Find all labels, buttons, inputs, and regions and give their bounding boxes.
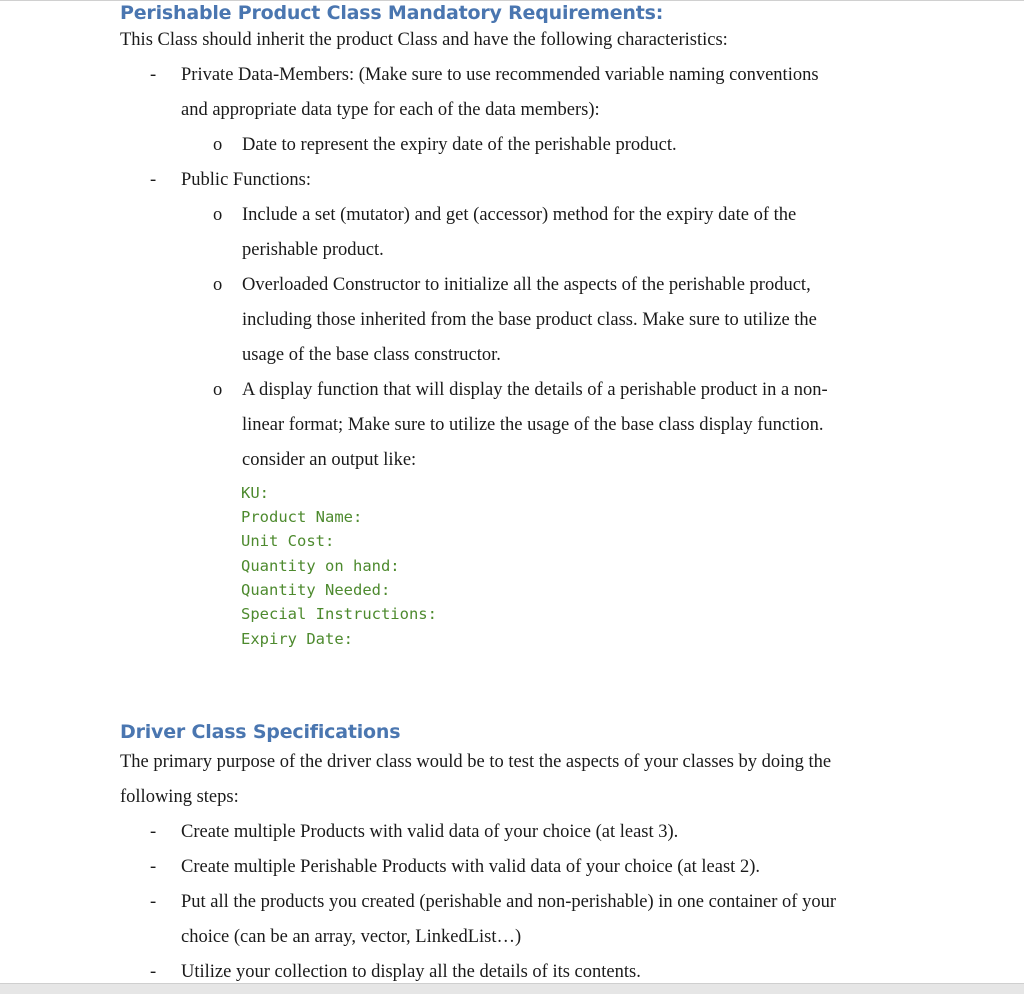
- public-item-constructor-cont2: usage of the base class constructor.: [242, 345, 501, 365]
- public-item-setget-cont: perishable product.: [242, 240, 384, 260]
- private-members-label-cont: and appropriate data type for each of the data members):: [181, 100, 600, 120]
- public-item-constructor: Overloaded Constructor to initialize all the aspects of the perishable product,: [242, 275, 811, 295]
- sample-output-line: KU:: [241, 484, 269, 502]
- driver-step: Utilize your collection to display all the details of its contents.: [181, 962, 641, 982]
- sample-output-line: Quantity on hand:: [241, 557, 400, 575]
- bullet-dash: -: [150, 962, 157, 982]
- public-item-setget: Include a set (mutator) and get (accessor) method for the expiry date of the: [242, 205, 797, 225]
- driver-step-cont: choice (can be an array, vector, LinkedList…): [181, 927, 522, 947]
- perishable-heading: Perishable Product Class Mandatory Requirements:: [120, 2, 664, 24]
- driver-step: Put all the products you created (perishable and non-perishable) in one container of your: [181, 892, 836, 912]
- driver-intro: The primary purpose of the driver class would be to test the aspects of your classes by doing the: [120, 752, 832, 772]
- bullet-circle: o: [213, 205, 223, 225]
- bullet-dash: -: [150, 892, 157, 912]
- bullet-dash: -: [150, 65, 157, 85]
- bullet-dash: -: [150, 170, 157, 190]
- sample-output-line: Quantity Needed:: [241, 581, 391, 599]
- public-item-display-cont: linear format; Make sure to utilize the usage of the base class display function.: [242, 415, 824, 435]
- private-item-expiry: Date to represent the expiry date of the perishable product.: [242, 135, 677, 155]
- driver-step: Create multiple Perishable Products with valid data of your choice (at least 2).: [181, 857, 760, 877]
- top-divider: [0, 0, 1024, 1]
- public-item-display: A display function that will display the details of a perishable product in a non-: [242, 380, 828, 400]
- driver-step: Create multiple Products with valid data of your choice (at least 3).: [181, 822, 679, 842]
- sample-output-line: Special Instructions:: [241, 605, 437, 623]
- bullet-dash: -: [150, 822, 157, 842]
- sample-output-line: Product Name:: [241, 508, 363, 526]
- driver-heading: Driver Class Specifications: [120, 721, 401, 743]
- bullet-circle: o: [213, 135, 223, 155]
- sample-output-line: Unit Cost:: [241, 532, 335, 550]
- bottom-scroll-edge: [0, 983, 1024, 994]
- perishable-intro: This Class should inherit the product Class and have the following characteristics:: [120, 30, 728, 50]
- bullet-dash: -: [150, 857, 157, 877]
- driver-intro-cont: following steps:: [120, 787, 239, 807]
- public-item-display-cont2: consider an output like:: [242, 450, 417, 470]
- sample-output-line: Expiry Date:: [241, 630, 353, 648]
- public-functions-label: Public Functions:: [181, 170, 312, 190]
- bullet-circle: o: [213, 275, 223, 295]
- private-members-label: Private Data-Members: (Make sure to use recommended variable naming conventions: [181, 65, 819, 85]
- public-item-constructor-cont: including those inherited from the base product class. Make sure to utilize the: [242, 310, 817, 330]
- bullet-circle: o: [213, 380, 223, 400]
